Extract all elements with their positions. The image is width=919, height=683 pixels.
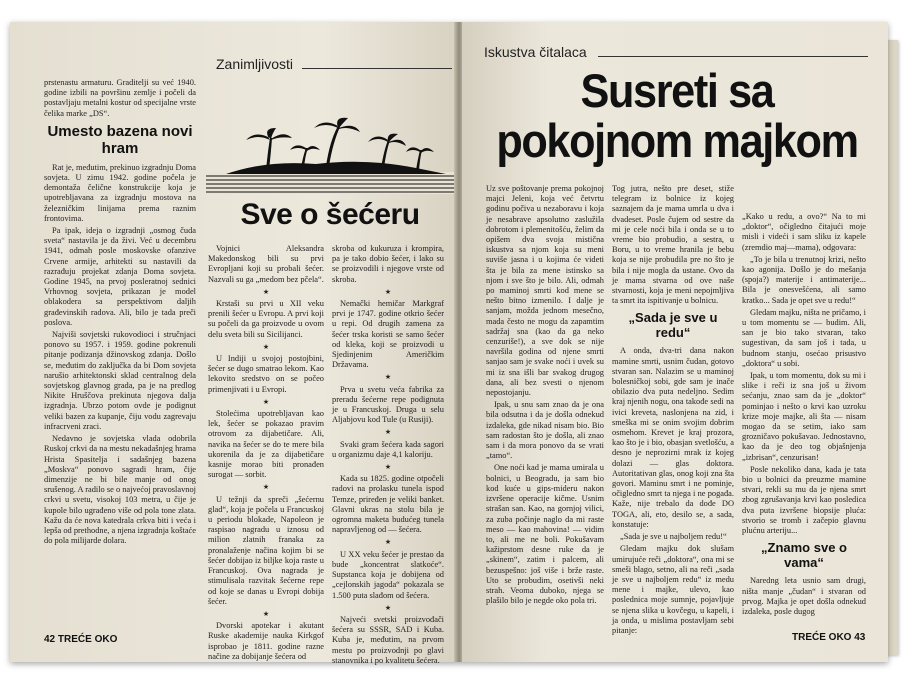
separator-star: ★	[262, 342, 270, 351]
paragraph: Najveći svetski proizvođači šećera su SSSR, SAD i Kuba. Kuba je, međutim, na prvom mestu po proizvodnji po glavi stanovnika i po kvalitetu šećera.	[332, 614, 444, 665]
article-headline	[488, 66, 865, 166]
headline-line-1: Susreti sa	[580, 64, 774, 117]
paragraph: Pa ipak, ideja o izgradnji „osmog čuda sveta“ nastavila je da živi. Već u decembru 1941, odmah posle moskovske ofanzive Crvene armije, arhitekti su nastavili da razrađuju projekat zdanja Doma sovjeta. Godine 1945, na prvoj posleratnoj sednici Vrhovnog sovjeta, prikazan je model oblakodera sa perspektivom daljih građevinskih radova. Ali, bilo je tada preči poslova.	[44, 226, 196, 327]
paragraph: Svaki gram šećera kada sagori u organizmu daje 4,1 kaloriju.	[332, 439, 444, 459]
headline-line-2: pokojnom majkom	[496, 114, 858, 167]
page-footer-right	[792, 632, 865, 643]
right-column-3	[742, 212, 866, 632]
subheading: Umesto bazena novi hram	[47, 122, 193, 157]
subheading: „Znamo sve o vama“	[761, 540, 847, 571]
paragraph: Gledam majku dok slušam umirujuće reči „doktora“, ona mi se smeši blago, setno, ali na reči „sada je sve u najboljem redu“ iz medu mene i majke, ulevo, kao poslednica moje sumnje, pojavljuje se njena slika u kovčegu, u kapeli, i ja onda, u mislima postavljam sebi pitanje:	[612, 544, 734, 635]
paragraph: Prva u svetu veća fabrika za preradu šećerne repe podignuta je u Francuskoj. Druga u selu Aljabjovu kod Tule (u Rusiji).	[332, 384, 444, 425]
paragraph: U težnji da spreči „šećernu glad“, koja je počela u Francuskoj u periodu blokade, Napoleon je raspisao nagradu u iznosu od milion zlatnih franaka za pronalaženje načina kojim bi se šećer dobijao iz biljke koja raste u Francuskoj. Ova nagrada je stimulisala razvitak šećerne repe od koje se danas u Evropi dobija šećer.	[208, 494, 324, 606]
paragraph: Rat je, međutim, prekinuo izgradnju Doma sovjeta. U zimu 1942. godine počela je demontaža čelične konstrukcije koja je upotrebljavana za izgradnju mostova na železničkim linijama prema raznim frontovima.	[44, 162, 196, 223]
left-column-3	[332, 244, 444, 665]
right-column-1	[486, 184, 604, 642]
magazine-name: TREĆE OKO	[57, 634, 118, 645]
paragraph: skroba od kukuruza i krompira, pa je tako dobio šećer, i lako su se proizvodili i njegove vrste od skroba.	[332, 244, 444, 284]
paragraph: Gledam majku, ništa ne pričamo, i u tom momentu se — budim. Ali, san je bio tako stvaran, tako sugestivan, da sam još i tada, u budnom stanju, osećao prisustvo „doktora“ u sobi.	[742, 307, 866, 368]
paragraph: Dvorski apotekar i akutant Ruske akademije nauka Kirkgof isprobao je 1811. godine razne načine za dobijanje šećera od	[208, 621, 324, 661]
section-label: Iskustva čitalaca	[484, 44, 587, 60]
paragraph: U XX veku šećer je prestao da bude „koncentrat slatkoće“. Supstanca koja je dobijena od „cejlonskih jagoda“ pokazala se 1.500 puta slađom od šećera.	[332, 549, 444, 600]
separator-star: ★	[384, 428, 392, 437]
paragraph: Najviši sovjetski rukovodioci i stručnjaci ponovo su 1957. i 1959. godine pokrenuli pitanje podizanja džinovskog zdanja. Došlo se, međutim do zaključka da bi Dom sovjeta narušio arhitektonski sklad centralnog dela sovjetskog glavnog grada, pa je na predlog Nikite Hruščova prekinuta njegova dalja izgradnja. Ubrzo potom ovde je podignut veliki bazen za kupanje, čiju vodu zagrevaju infracrveni zraci.	[44, 330, 196, 431]
separator-star: ★	[262, 287, 270, 296]
separator-star: ★	[262, 483, 270, 492]
paragraph: Ipak, u snu sam znao da je ona bila odsutna i da je došla odnekud izdaleka, gde nikad nisam bio. Bio sam radostan što je došla, ali znao sam i da mora ponovo da se vrati „tamo“.	[486, 400, 604, 461]
right-page	[462, 22, 888, 662]
right-column-2	[612, 184, 734, 642]
paragraph: Tog jutra, nešto pre deset, stiže telegram iz bolnice iz kojeg saznajem da je mama umrla u dva i dvadeset. Posle čujem od sestre da mi je cele noći bila i onda se u to vreme bio probudio, a sestra, u Boru, u to vreme hranila je bebu koja se nije probudila pre no što je bila i nije mogla da ustane. Ovo da je mama stvarna od ove naše stvarnosti, koja je meni nepojmljiva ta smrt ita ispitivanje u bolnicu.	[612, 184, 734, 306]
left-column-1	[44, 78, 196, 638]
article-headline: Sve o šećeru	[240, 198, 420, 231]
paragraph: Uz sve poštovanje prema pokojnoj majci Jeleni, koja već četvrtu godinu počiva u nezaboravu i koja je nesabrave apsolutno zaslužila dobrotom i plemenitošću, želim da opišem dva svoja mistična iskustva sa njom koja su meni suviše jasna i u kojima će videti šta je bila za mene istinsko sa njom i sve što je bilo. Ali, odmah po maminoj smrti kod mene se nešto bitno izmenilo. I dalje je sanjam, možda jednom mesečno, mada često ne mogu da zapamtim sadržaj sna (kao da ga neko cenzuriše!), a sve dok se nije navršila godina od njene smrti sanjao sam je svake noći i uvek su mi iz sna išli bar svakog drugog dana, ali bez svesti o njenom nepostojanju.	[486, 184, 604, 398]
separator-star: ★	[384, 287, 392, 296]
paragraph: Vojnici Aleksandra Makedonskog bili su prvi Evropljani koji su probali šećer. Nazvali su ga „medom bez pčela“.	[208, 244, 324, 284]
separator-star: ★	[262, 397, 270, 406]
separator-star: ★	[262, 609, 270, 618]
magazine-spread	[10, 22, 888, 665]
section-rule	[302, 68, 452, 69]
separator-star: ★	[384, 538, 392, 547]
page-number: 43	[854, 632, 866, 643]
paragraph: „To je bila u trenutnoj krizi, nešto kao agonija. Došlo je do mešanja (spoja?) materije i antimaterije... Bila je onesvešćena, ali samo kratko... Sada je opet sve u redu!“	[742, 254, 866, 305]
paragraph: „Sada je sve u najboljem redu!“	[620, 532, 727, 542]
section-rule	[598, 56, 868, 57]
paragraph: A onda, dva-tri dana nakon mamine smrti, usnim čudan, gotovo stvaran san. Nalazim se u maminoj bolesničkoj sobi, gde sam je inače obilazio dva puta nedeljno. Sedim kraj njenih nogu, ona takođe sedi na ivici kreveta, naslonjena na zid, i smeška mi se onim svojim dobrim osmehom. Krevet je kraj prozora, kao što je i bio, obasjan svetlošću, a desno je neprozirni mrak iz kojeg dolazi — glas doktora. Autoritativan glas, onog koji zna šta govori. Maminu smrt i ne pominje, očigledno smrt ta njega i ne pogađa. Kaže, nije trebalo da dođe DO TOGA, ali, eto, desilo se, a sada, konstatuje:	[612, 346, 734, 529]
separator-star: ★	[384, 463, 392, 472]
magazine-name: TREĆE OKO	[792, 632, 852, 643]
separator-star: ★	[384, 603, 392, 612]
page-number: 42	[44, 634, 56, 645]
palm-island-illustration	[206, 120, 456, 194]
left-column-2	[208, 244, 324, 661]
paragraph: Krstaši su prvi u XII veku prenili šećer u Evropu. A prvi koji su počeli da ga proizvode u ovom delu sveta bili su Sicilijanci.	[208, 299, 324, 339]
subheading: „Sada je sve u redu“	[628, 310, 718, 341]
paragraph: Nedavno je sovjetska vlada odobrila Ruskoj crkvi da na mestu nekadašnjeg hrama Hrista Spasitelja i sadašnjeg bazena „Moskva“ ponovo sagradi hram, čije dimenzije ne bi bile manje od onog srušenog. A radilo se o najvećoj pravoslavnoj crkvi u svetu, visokoj 103 metra, u čije je kupole bilo ugrađeno više od pola tone zlata. Kažu da će nova katedrala crkva biti i veća i lepša od prethodne, a njena izgradnja koštaće do pola milijarde dolara.	[44, 434, 196, 546]
left-page	[10, 22, 456, 665]
page-footer-left	[44, 634, 117, 645]
paragraph: Kada su 1825. godine otpočeli radovi na prolasku tunela ispod Temze, priređen je veliki banket. Glavni ukras na stolu bila je ogromna maketa budućeg tunela napravljenog od — šećera.	[332, 474, 444, 535]
paragraph: Posle nekoliko dana, kada je tata bio u bolnici da preuzme mamine stvari, rekli su mu da je njena smrt zbog zgrušavanja krvi kao posledica dva puta izvršene biopsije pluća: stvorio se tromb i začepio glavnu plućnu arteriju...	[742, 464, 866, 536]
paragraph: Ipak, u tom momentu, dok su mi i slike i reči iz sna još u živom sećanju, znao sam da je „doktor“ pominjao i nešto o krvi kao uzroku krize moje majke, ali šta — nisam mogao da se setim, iako sam grozničavo pokušavao. Jednostavno, kao da je deo tog objašnjenja „izbrisan“, cenzurisan!	[742, 371, 866, 462]
paragraph: Stolećima upotrebljavan kao lek, šećer se pokazao pravim otrovom za dijabetičare. Ali, navika na šećer se do te mere bila ukorenila da je za dijabetičare kasnije morao biti pronađen surogat — sorbit.	[208, 409, 324, 480]
paragraph: prstenastu armaturu. Graditelji su već 1940. godine izbili na površinu zemlje i počeli da postavljaju metalni kostur od specijalne vrste čelika marke „DS“.	[44, 78, 196, 118]
paragraph: Nemački hemičar Markgraf prvi je 1747. godine otkrio šećer u repi. Od drugih zamena za šećer trska koristi se samo šećer od kleka, koji se proizvodi u Sjedinjenim Američkim Državama.	[332, 299, 444, 370]
paragraph: Naredng leta usnio sam drugi, ništa manje „čudan“ i stvaran od prvog. Majka je opet došla odnekud izdaleka, posle dugog	[742, 576, 866, 616]
paragraph: One noći kad je mama umirala u bolnici, u Beogradu, ja sam bio kod kuće u gips-mideru nakon izvršene operacije kičme. Usnim strašan san. Kao, na gornjoj vilici, za zuba počinje naglo da mi raste meso — kao mahovina! — vidim to, ali me ne boli. Pokušavam kažiprstom desne ruke da je „skinem“, zatim i palcem, ali bezuspešno: još više i brže raste. Uto se probudim, osetivši neki strah. Veoma duboko, njega se plašilo bilo je negde oko pola tri.	[486, 463, 604, 606]
separator-star: ★	[384, 373, 392, 382]
section-label: Zanimljivosti	[216, 56, 294, 72]
paragraph: U Indiji u svojoj postojbini, šećer se dugo smatrao lekom. Kao lekovito sredstvo on se počeo primenjivati i u Evropi.	[208, 354, 324, 394]
paragraph: „Kako u redu, a ovo?“ Na to mi „doktor“, očigledno čitajući moje misli i videći i sam sliku iz kapele (zremdio maj—mama), odgovara:	[742, 212, 866, 252]
